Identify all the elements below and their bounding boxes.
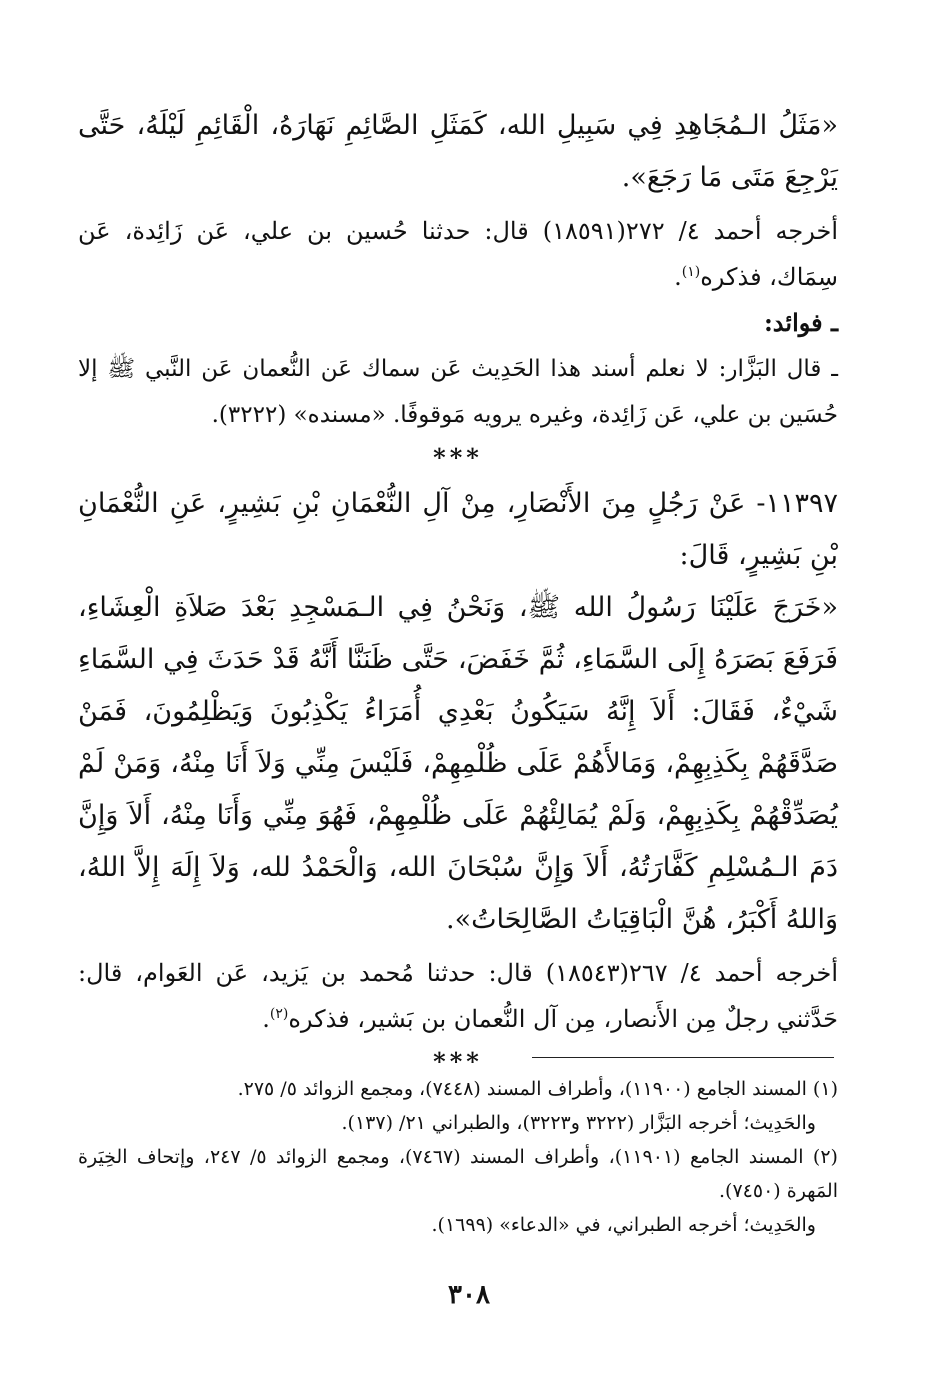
main-text: [78, 100, 838, 1082]
hadith-1397-takhrij: [78, 950, 838, 1042]
hadith-1397-head: ١١٣٩٧- عَنْ رَجُلٍ مِنَ الأَنْصَارِ، مِنْ آلِ النُّعْمَانِ بْنِ بَشِيرٍ، عَنِ النُّعْمَانِ بْنِ بَشِيرٍ، قَالَ:: [78, 488, 838, 571]
fawaid-item: ـ قال البَزَّار: لا نعلم أسند هذا الحَدِيث عَن سماك عَن النُّعمان عَن النَّبي ﷺ إلا حُسَين بن علي، عَن زَائِدة، وغيره يرويه مَوقوفًا. «مسنده» (٣٢٢٢).: [78, 356, 838, 428]
hadith-1397-matn: «خَرَجَ عَلَيْنَا رَسُولُ الله ﷺ، وَنَحْنُ فِي الـمَسْجِدِ بَعْدَ صَلاَةِ الْعِشَاءِ، فَرَفَعَ بَصَرَهُ إِلَى السَّمَاءِ، ثُمَّ خَفَضَ، حَتَّى ظَنَنَّا أَنَّهُ قَدْ حَدَثَ فِي السَّمَاءِ شَيْءٌ، فَقَالَ: أَلاَ إِنَّهُ سَيَكُونُ بَعْدِي أُمَرَاءُ يَكْذِبُونَ وَيَظْلِمُونَ، فَمَنْ صَدَّقَهُمْ بِكَذِبِهِمْ، وَمَالأَهُمْ عَلَى ظُلْمِهِمْ، فَلَيْسَ مِنِّي وَلاَ أَنَا مِنْهُ، وَمَنْ لَمْ يُصَدِّقْهُمْ بِكَذِبِهِمْ، وَلَمْ يُمَالِئْهُمْ عَلَى ظُلْمِهِمْ، فَهُوَ مِنِّي وَأَنَا مِنْهُ، أَلاَ وَإِنَّ دَمَ الـمُسْلِمِ كَفَّارَتُهُ، أَلاَ وَإِنَّ سُبْحَانَ الله، وَالْحَمْدُ لله، وَلاَ إِلَهَ إِلاَّ اللهُ، وَاللهُ أَكْبَرُ، هُنَّ الْبَاقِيَاتُ الصَّالِحَاتُ».: [78, 592, 838, 935]
footnotes: [78, 1072, 838, 1242]
footnote-ref-1[interactable]: (١): [681, 264, 701, 280]
separator-stars: ***: [433, 443, 483, 472]
takhrij-end: .: [674, 263, 682, 291]
footnote-ref-2[interactable]: (٢): [269, 1006, 289, 1022]
takhrij-end: .: [262, 1005, 270, 1033]
footnote-1: (١) المسند الجامع (١١٩٠٠)، وأطراف المسند (٧٤٤٨)، ومجمع الزوائد ٥/ ٢٧٥.: [237, 1078, 838, 1100]
fawaid-heading: ـ فوائد:: [763, 308, 838, 337]
hadith-1396-takhrij: [78, 208, 838, 300]
footnote-2: (٢) المسند الجامع (١١٩٠١)، وأطراف المسند (٧٤٦٧)، ومجمع الزوائد ٥/ ٢٤٧، وإتحاف الخِيَرة المَهرة (٧٤٥٠).: [78, 1146, 838, 1202]
takhrij-text: أخرجه أحمد ٤/ ٢٦٧(١٨٥٤٣) قال: حدثنا مُحمد بن يَزيد، عَن العَوام، قال: حَدَّثني رجلٌ مِن الأَنصار، مِن آل النُّعمان بن بَشير، فذكره: [78, 959, 839, 1033]
separator-stars: ***: [433, 1047, 483, 1076]
footnote-2-continuation: والحَدِيث؛ أخرجه الطبراني، في «الدعاء» (١٦٩٩).: [431, 1214, 816, 1236]
footnote-divider: [532, 1057, 834, 1058]
takhrij-text: أخرجه أحمد ٤/ ٢٧٢(١٨٥٩١) قال: حدثنا حُسين بن علي، عَن زَائِدة، عَن سِمَاك، فذكره: [78, 217, 839, 291]
page-number: ٣٠٨: [448, 1280, 490, 1310]
footnote-1-continuation: والحَدِيث؛ أخرجه البَزَّار (٣٢٢٢ و٣٢٢٣)، والطبراني ٢١/ (١٣٧).: [341, 1112, 816, 1134]
hadith-1396-matn: «مَثَلُ الـمُجَاهِدِ فِي سَبِيلِ الله، كَمَثَلِ الصَّائِمِ نَهَارَهُ، الْقَائِمِ لَيْلَهُ، حَتَّى يَرْجِعَ مَتَى مَا رَجَعَ».: [78, 110, 838, 193]
